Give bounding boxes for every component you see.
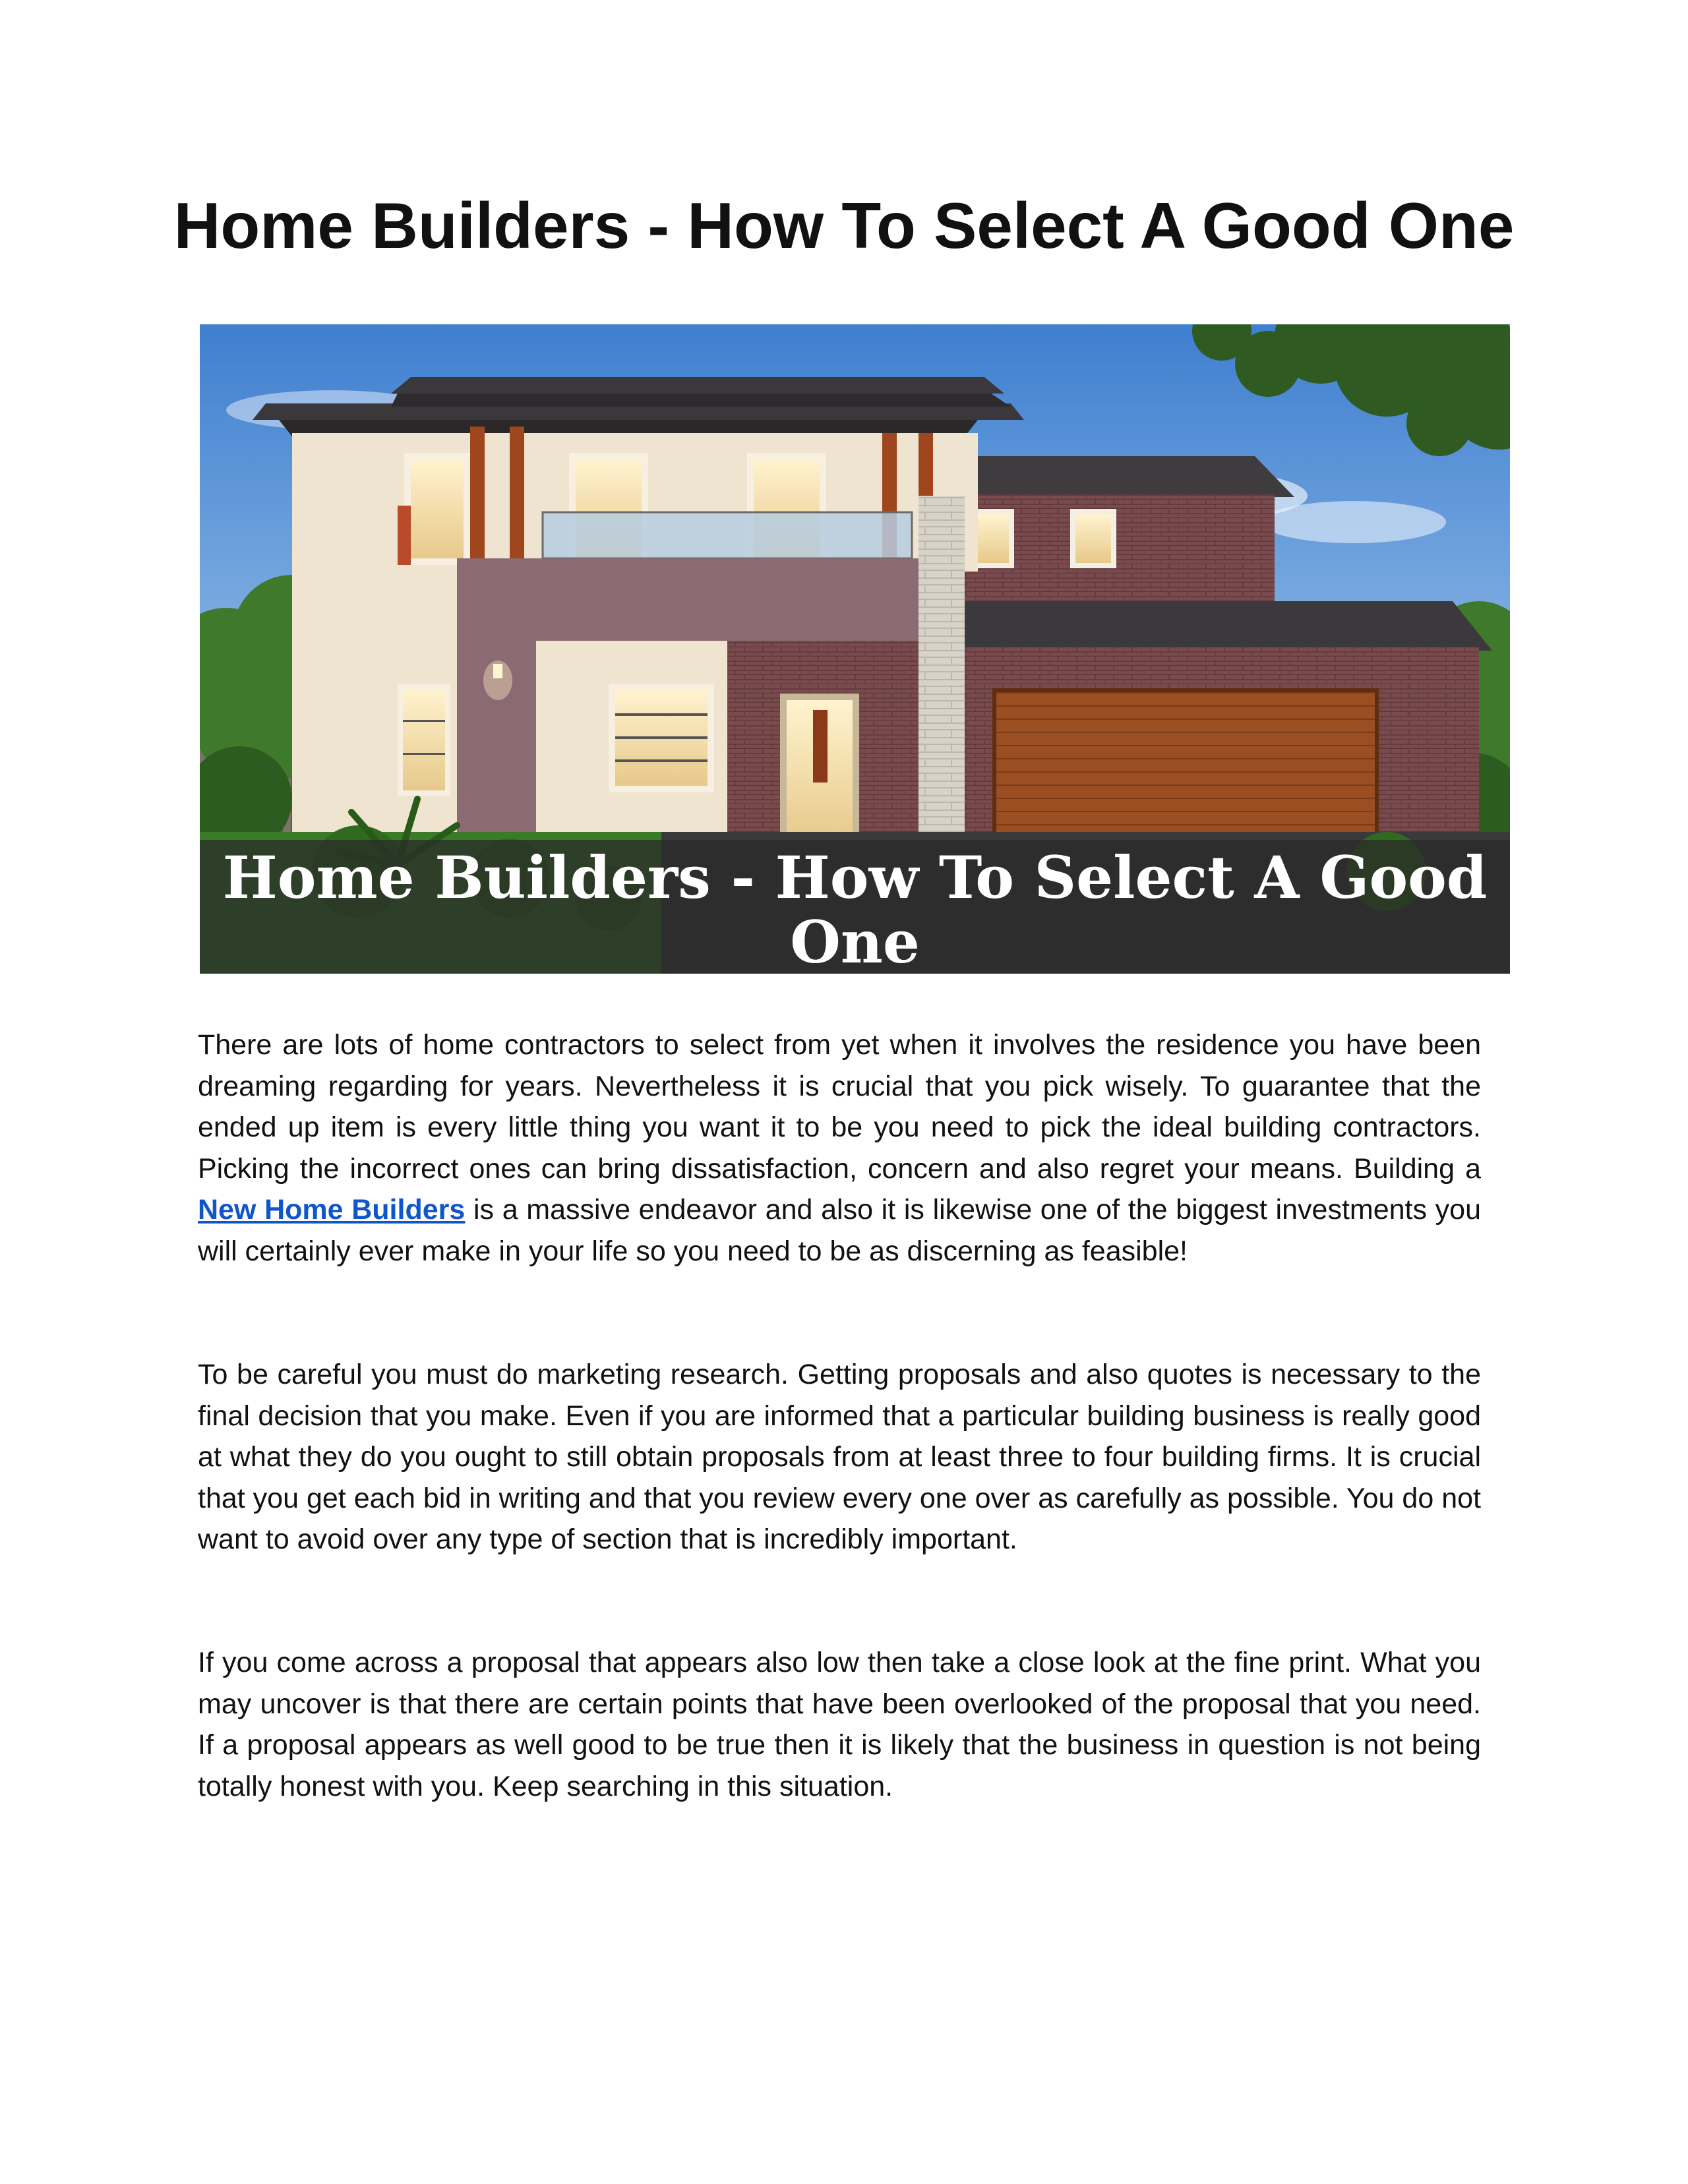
- page-title: Home Builders - How To Select A Good One: [173, 189, 1515, 262]
- hero-image: [200, 324, 1510, 974]
- paragraph-2: To be careful you must do marketing research. Getting proposals and also quotes is necessary to the final decision that you make. Even if you are informed that a particular building business is really good at what they do you ought to still obtain proposals from at least three to four building firms. It is crucial that you get each bid in writing and that you review every one over as carefully as possible. You do not want to avoid over any type of section that is incredibly important.: [198, 1359, 1481, 1555]
- paragraph-1: [198, 1024, 1481, 1272]
- paragraph-1-text-before-link: There are lots of home contractors to select from yet when it involves the residence you have been dreaming regarding for years. Nevertheless it is crucial that you pick wisely. To guarantee that the ended up item is every little thing you want it to be you need to pick the ideal building contractors. Picking the incorrect ones can bring dissatisfaction, concern and also regret your means. Building a: [198, 1029, 1481, 1185]
- paragraph-3: If you come across a proposal that appears also low then take a close look at the fine print. What you may uncover is that there are certain points that have been overlooked of the proposal that you need. If a proposal appears as well good to be true then it is likely that the business in question is not being totally honest with you. Keep searching in this situation.: [198, 1647, 1481, 1802]
- paragraph-1-text-after-link: is a massive endeavor and also it is likewise one of the biggest investments you will certainly ever make in your life so you need to be as discerning as feasible!: [198, 1194, 1481, 1267]
- hero-caption: Home Builders - How To Select A Good One: [222, 843, 1488, 974]
- new-home-builders-link[interactable]: New Home Builders: [198, 1194, 466, 1225]
